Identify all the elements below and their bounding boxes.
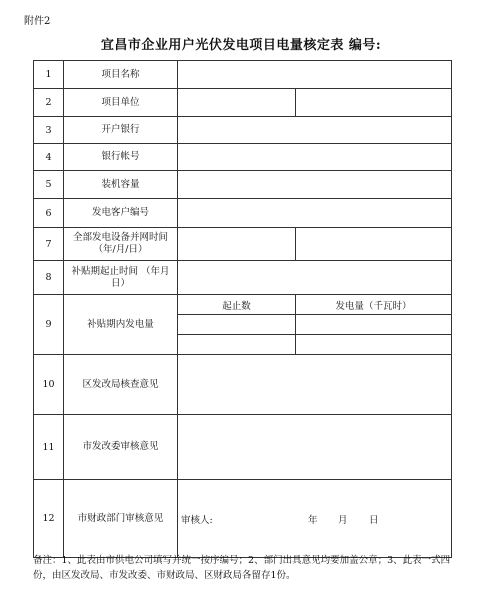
row-label: 项目名称 bbox=[64, 61, 178, 89]
value-cell[interactable] bbox=[178, 228, 296, 261]
value-cell[interactable] bbox=[178, 144, 452, 171]
row-number: 1 bbox=[34, 61, 64, 89]
row-number: 10 bbox=[34, 355, 64, 415]
year-label: 年 bbox=[308, 514, 318, 526]
value-cell[interactable] bbox=[296, 315, 452, 335]
form-table bbox=[33, 60, 452, 558]
page-title: 宜昌市企业用户光伏发电项目电量核定表 编号: bbox=[100, 38, 382, 53]
table-row bbox=[34, 61, 452, 89]
table-row bbox=[34, 415, 452, 480]
start-end-reading-header: 起止数 bbox=[178, 295, 296, 315]
row-label: 市财政部门审核意见 bbox=[64, 480, 178, 558]
footnote: 备注：1、此表由市供电公司填写并统一按序编号；2、部门出具意见均要加盖公章；3、此表一式四份，由区发改局、市发改委、市财政局、区财政局各留存1份。 bbox=[33, 555, 451, 581]
table-row bbox=[34, 144, 452, 171]
row-label: 银行帐号 bbox=[64, 144, 178, 171]
attachment-label: 附件2 bbox=[24, 16, 51, 27]
row-label: 补贴期内发电量 bbox=[64, 295, 178, 355]
value-cell[interactable] bbox=[178, 89, 296, 117]
day-label: 日 bbox=[369, 514, 379, 526]
row-label: 发电客户编号 bbox=[64, 199, 178, 228]
opinion-cell[interactable] bbox=[178, 415, 452, 480]
table-row bbox=[34, 480, 452, 558]
table-row bbox=[34, 355, 452, 415]
value-cell[interactable] bbox=[296, 335, 452, 355]
table-row bbox=[34, 261, 452, 295]
value-cell[interactable] bbox=[296, 228, 452, 261]
row-number: 2 bbox=[34, 89, 64, 117]
value-cell[interactable] bbox=[178, 171, 452, 199]
value-cell[interactable] bbox=[178, 261, 452, 295]
row-label: 项目单位 bbox=[64, 89, 178, 117]
row-label: 全部发电设备并网时间（年/月/日） bbox=[64, 228, 178, 261]
value-cell[interactable] bbox=[178, 335, 296, 355]
row-label: 装机容量 bbox=[64, 171, 178, 199]
value-cell[interactable] bbox=[296, 89, 452, 117]
row-number: 5 bbox=[34, 171, 64, 199]
reviewer-label: 审核人: bbox=[181, 514, 213, 526]
row-label: 市发改委审核意见 bbox=[64, 415, 178, 480]
table-row bbox=[34, 171, 452, 199]
table-row bbox=[34, 199, 452, 228]
value-cell[interactable] bbox=[178, 61, 452, 89]
table-row bbox=[34, 117, 452, 144]
row-label: 开户银行 bbox=[64, 117, 178, 144]
row-number: 6 bbox=[34, 199, 64, 228]
row-number: 11 bbox=[34, 415, 64, 480]
row-label: 区发改局核查意见 bbox=[64, 355, 178, 415]
value-cell[interactable] bbox=[178, 199, 452, 228]
value-cell[interactable] bbox=[178, 117, 452, 144]
generation-kwh-header: 发电量（千瓦时） bbox=[296, 295, 452, 315]
month-label: 月 bbox=[338, 514, 348, 526]
row-number: 9 bbox=[34, 295, 64, 355]
row-number: 7 bbox=[34, 228, 64, 261]
row-number: 3 bbox=[34, 117, 64, 144]
table-row bbox=[34, 295, 452, 315]
row-number: 8 bbox=[34, 261, 64, 295]
opinion-cell[interactable] bbox=[178, 355, 452, 415]
row-number: 4 bbox=[34, 144, 64, 171]
row-label: 补贴期起止时间 （年月日） bbox=[64, 261, 178, 295]
signature-cell[interactable] bbox=[178, 480, 452, 558]
row-number: 12 bbox=[34, 480, 64, 558]
table-row bbox=[34, 89, 452, 117]
table-row bbox=[34, 228, 452, 261]
value-cell[interactable] bbox=[178, 315, 296, 335]
